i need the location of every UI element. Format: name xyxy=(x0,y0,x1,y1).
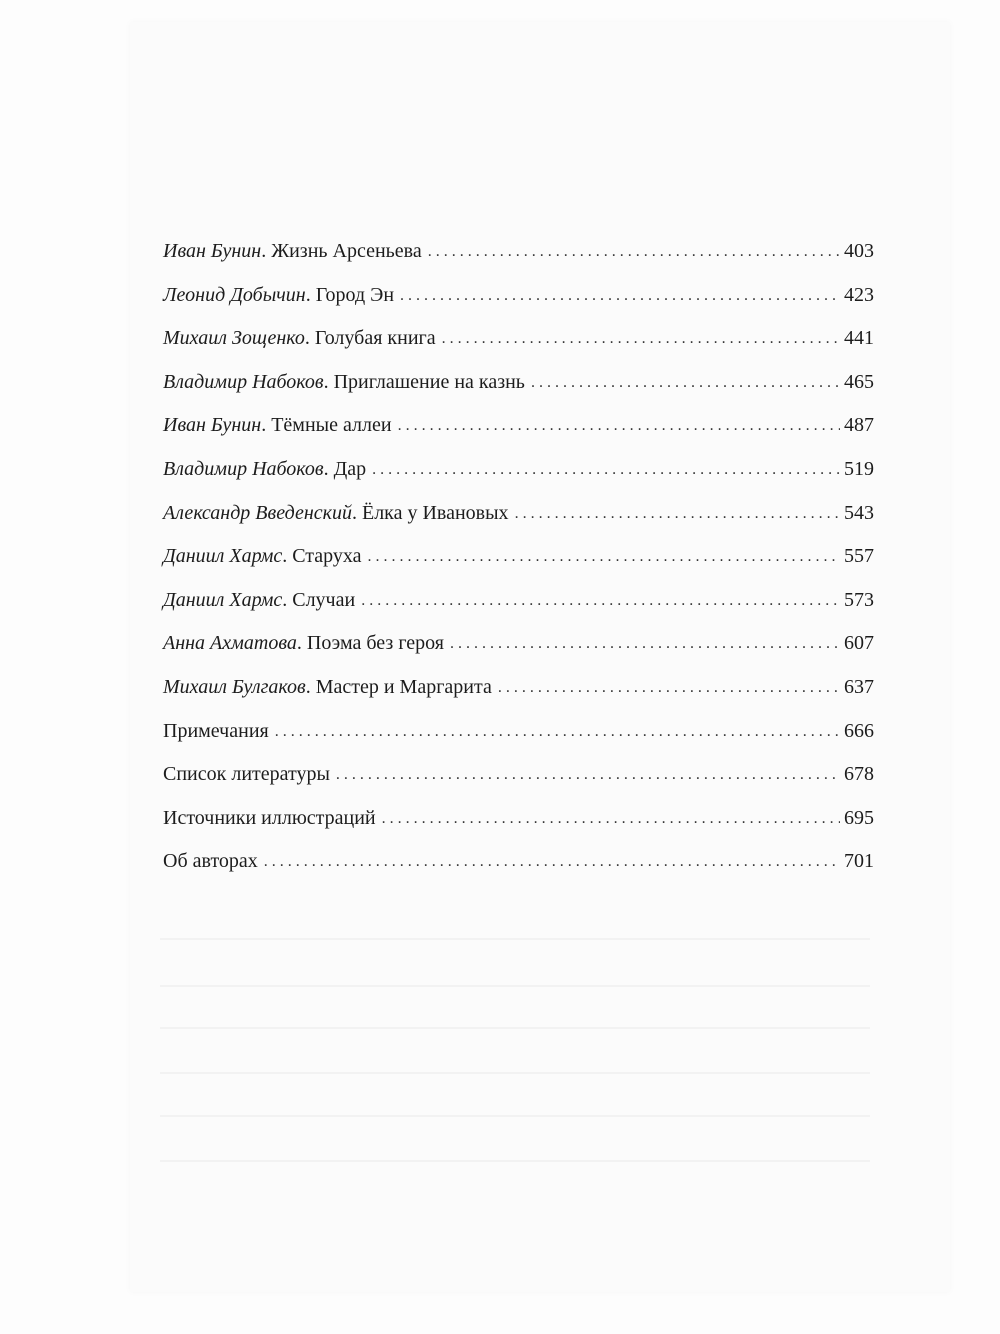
toc-entry xyxy=(163,589,874,633)
page-number: 666 xyxy=(844,719,874,742)
toc-entry xyxy=(163,414,874,458)
entry-title: Город Эн xyxy=(315,283,395,306)
entry-text: Леонид Добычин. Город Эн xyxy=(163,283,395,306)
table-of-contents xyxy=(163,240,874,894)
toc-entry xyxy=(163,458,874,502)
dot-leader xyxy=(336,767,840,783)
entry-title: Приглашение на казнь xyxy=(333,370,525,393)
entry-title: Поэма без героя xyxy=(306,632,444,655)
show-through-line xyxy=(160,1027,870,1029)
page-number: 637 xyxy=(844,675,874,698)
entry-author: Михаил Зощенко xyxy=(163,327,305,350)
entry-author: Александр Введенский xyxy=(163,501,352,524)
entry-author: Леонид Добычин xyxy=(163,283,306,306)
dot-leader xyxy=(400,288,840,304)
entry-title: Случаи xyxy=(292,588,356,611)
toc-entry xyxy=(163,850,874,894)
entry-text: Владимир Набоков. Дар xyxy=(163,457,367,480)
page-number: 487 xyxy=(844,414,874,437)
entry-text xyxy=(163,807,382,830)
entry-title: Жизнь Арсеньева xyxy=(271,240,422,262)
entry-title: Источники иллюстраций xyxy=(163,806,376,829)
entry-title: Дар xyxy=(333,457,367,480)
page-number: 678 xyxy=(844,763,874,786)
page-number: 607 xyxy=(844,632,874,655)
dot-leader xyxy=(515,506,840,522)
toc-entry xyxy=(163,632,874,676)
show-through-line xyxy=(160,938,870,940)
dot-leader xyxy=(398,418,840,434)
show-through-line xyxy=(160,985,870,987)
entry-text xyxy=(163,720,275,743)
page-number: 465 xyxy=(844,370,874,393)
show-through-line xyxy=(160,1115,870,1117)
page-number: 557 xyxy=(844,545,874,568)
entry-text xyxy=(163,763,336,786)
entry-title: Список литературы xyxy=(163,763,330,786)
toc-entry xyxy=(163,676,874,720)
page-number: 573 xyxy=(844,588,874,611)
entry-text: Владимир Набоков. Приглашение на казнь xyxy=(163,370,525,393)
dot-leader xyxy=(428,244,840,260)
entry-text: Иван Бунин. Тёмные аллеи xyxy=(163,414,392,437)
entry-title: Об авторах xyxy=(163,850,258,873)
toc-entry xyxy=(163,371,874,415)
entry-author: Михаил Булгаков xyxy=(163,675,306,698)
toc-entry xyxy=(163,807,874,851)
entry-author: Анна Ахматова xyxy=(163,632,297,655)
page-number: 519 xyxy=(844,457,874,480)
entry-text: Даниил Хармс. Старуха xyxy=(163,545,362,568)
entry-title: Примечания xyxy=(163,719,269,742)
toc-entry xyxy=(163,763,874,807)
dot-leader xyxy=(442,331,840,347)
entry-author: Иван Бунин xyxy=(163,414,262,437)
dot-leader xyxy=(264,854,840,870)
toc-entry xyxy=(163,545,874,589)
entry-author: Владимир Набоков xyxy=(163,370,324,393)
entry-text: Александр Введенский. Ёлка у Ивановых xyxy=(163,501,509,524)
entry-title: Старуха xyxy=(292,545,362,568)
entry-text xyxy=(163,850,264,873)
entry-author: Владимир Набоков xyxy=(163,457,324,480)
page-number: 701 xyxy=(844,850,874,873)
show-through-line xyxy=(160,1072,870,1074)
dot-leader xyxy=(368,549,840,565)
entry-text: Михаил Зощенко. Голубая книга xyxy=(163,327,436,350)
entry-title: Тёмные аллеи xyxy=(271,414,392,437)
dot-leader xyxy=(372,462,840,478)
dot-leader xyxy=(361,593,840,609)
dot-leader xyxy=(382,811,840,827)
entry-author: Иван Бунин xyxy=(163,240,262,262)
dot-leader xyxy=(498,680,840,696)
entry-title: Голубая книга xyxy=(314,327,436,350)
entry-author: Даниил Хармс xyxy=(163,588,283,611)
toc-entry xyxy=(163,240,874,284)
entry-text: Анна Ахматова. Поэма без героя xyxy=(163,632,444,655)
entry-title: Мастер и Маргарита xyxy=(315,675,492,698)
entry-text: Иван Бунин. Жизнь Арсеньева xyxy=(163,240,422,262)
page-number: 695 xyxy=(844,806,874,829)
page-number: 423 xyxy=(844,283,874,306)
entry-author: Даниил Хармс xyxy=(163,545,283,568)
entry-text: Даниил Хармс. Случаи xyxy=(163,588,356,611)
show-through-line xyxy=(160,1160,870,1162)
page-number: 403 xyxy=(844,240,874,262)
page-number: 543 xyxy=(844,501,874,524)
dot-leader xyxy=(531,375,840,391)
toc-entry xyxy=(163,284,874,328)
toc-entry xyxy=(163,502,874,546)
dot-leader xyxy=(450,636,840,652)
dot-leader xyxy=(275,724,840,740)
entry-text: Михаил Булгаков. Мастер и Маргарита xyxy=(163,675,492,698)
page-number: 441 xyxy=(844,327,874,350)
toc-entry xyxy=(163,720,874,764)
entry-title: Ёлка у Ивановых xyxy=(361,501,509,524)
toc-entry xyxy=(163,327,874,371)
